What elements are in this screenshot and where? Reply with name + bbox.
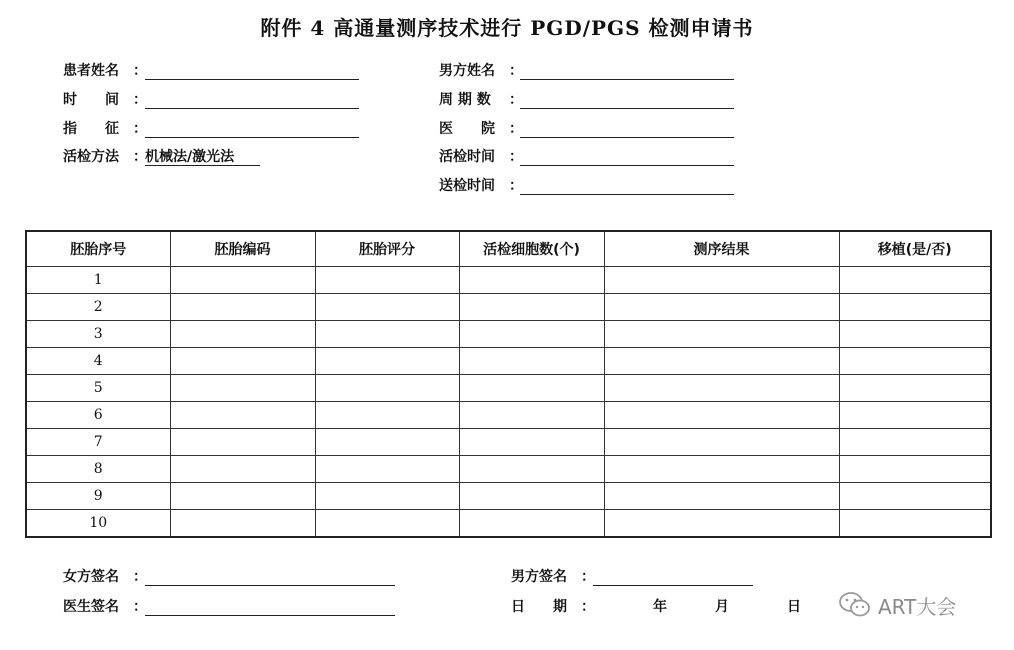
field-cycle-count (439, 89, 739, 109)
field-underline (520, 194, 734, 195)
field-label: 男方姓名 (439, 63, 495, 79)
cell[interactable] (839, 294, 991, 321)
row-number: 4 (26, 348, 170, 375)
row-number: 9 (26, 483, 170, 510)
cell[interactable] (315, 375, 459, 402)
row-number: 2 (26, 294, 170, 321)
wechat-icon (838, 591, 872, 619)
field-underline (145, 79, 359, 80)
cell[interactable] (315, 456, 459, 483)
cell[interactable] (604, 375, 839, 402)
field-underline (145, 108, 359, 109)
cell[interactable] (604, 402, 839, 429)
date-day-label: 日 (787, 599, 801, 615)
field-label: 患者姓名 (63, 63, 119, 79)
field-male-signature (511, 566, 771, 586)
cell[interactable] (459, 375, 604, 402)
field-label: 周 期 数 (439, 92, 491, 108)
cell[interactable] (459, 429, 604, 456)
cell[interactable] (170, 294, 315, 321)
cell[interactable] (315, 402, 459, 429)
row-number: 1 (26, 267, 170, 294)
field-label: 女方签名 (63, 569, 119, 585)
field-colon: ： (509, 178, 523, 194)
table-row (26, 321, 991, 348)
field-time (63, 89, 363, 109)
field-label: 日 期 (511, 599, 567, 615)
table-row (26, 294, 991, 321)
biopsy-method-value: 机械法/激光法 (145, 149, 235, 165)
field-underline (520, 137, 734, 138)
date-year-label: 年 (653, 599, 667, 615)
cell[interactable] (604, 321, 839, 348)
field-underline (145, 165, 260, 166)
cell[interactable] (170, 321, 315, 348)
table-row (26, 402, 991, 429)
row-number: 6 (26, 402, 170, 429)
cell[interactable] (839, 375, 991, 402)
row-number: 3 (26, 321, 170, 348)
field-submit-time (439, 175, 739, 195)
cell[interactable] (315, 348, 459, 375)
header-embryo-score: 胚胎评分 (315, 231, 459, 267)
cell[interactable] (315, 510, 459, 538)
cell[interactable] (170, 429, 315, 456)
field-label: 活检时间 (439, 149, 495, 165)
field-male-name (439, 60, 739, 80)
field-hospital (439, 118, 739, 138)
cell[interactable] (839, 267, 991, 294)
row-number: 5 (26, 375, 170, 402)
cell[interactable] (459, 321, 604, 348)
field-indication (63, 118, 363, 138)
field-colon: ： (581, 569, 595, 585)
header-sequencing-result: 测序结果 (604, 231, 839, 267)
cell[interactable] (839, 402, 991, 429)
field-colon: ： (581, 599, 595, 615)
cell[interactable] (170, 267, 315, 294)
cell[interactable] (170, 510, 315, 538)
table-header-row (26, 231, 991, 267)
cell[interactable] (170, 375, 315, 402)
embryo-table (25, 230, 992, 538)
header-biopsy-cell-count: 活检细胞数(个) (459, 231, 604, 267)
cell[interactable] (315, 294, 459, 321)
field-colon: ： (509, 92, 523, 108)
table-row (26, 510, 991, 538)
cell[interactable] (459, 294, 604, 321)
header-embryo-number: 胚胎序号 (26, 231, 170, 267)
cell[interactable] (839, 456, 991, 483)
cell[interactable] (604, 348, 839, 375)
cell[interactable] (459, 348, 604, 375)
field-label: 男方签名 (511, 569, 567, 585)
header-embryo-code: 胚胎编码 (170, 231, 315, 267)
cell[interactable] (315, 321, 459, 348)
field-colon: ： (133, 149, 147, 165)
field-underline (593, 585, 753, 586)
field-colon: ： (133, 92, 147, 108)
field-female-signature (63, 566, 403, 586)
field-label: 指 征 (63, 121, 119, 137)
header-transfer: 移植(是/否) (839, 231, 991, 267)
cell[interactable] (604, 429, 839, 456)
field-biopsy-method (63, 146, 363, 166)
field-underline (145, 585, 395, 586)
table-row (26, 375, 991, 402)
row-number: 10 (26, 510, 170, 538)
cell[interactable] (604, 456, 839, 483)
field-patient-name (63, 60, 363, 80)
field-colon: ： (133, 569, 147, 585)
field-colon: ： (133, 121, 147, 137)
document-title: 附件 4 高通量测序技术进行 PGD/PGS 检测申请书 (260, 16, 754, 40)
field-label: 医生签名 (63, 599, 119, 615)
table-row (26, 267, 991, 294)
cell[interactable] (170, 402, 315, 429)
cell[interactable] (839, 510, 991, 538)
field-underline (145, 137, 359, 138)
cell[interactable] (604, 510, 839, 538)
cell[interactable] (315, 483, 459, 510)
field-colon: ： (133, 599, 147, 615)
cell[interactable] (170, 348, 315, 375)
cell[interactable] (170, 483, 315, 510)
cell[interactable] (459, 456, 604, 483)
watermark-text: ART大会 (878, 594, 957, 619)
cell[interactable] (170, 456, 315, 483)
field-underline (520, 165, 734, 166)
cell[interactable] (839, 348, 991, 375)
cell[interactable] (459, 402, 604, 429)
field-biopsy-time (439, 146, 739, 166)
field-label: 送检时间 (439, 178, 495, 194)
cell[interactable] (459, 510, 604, 538)
field-underline (520, 108, 734, 109)
cell[interactable] (604, 294, 839, 321)
cell[interactable] (604, 267, 839, 294)
field-label: 时 间 (63, 92, 119, 108)
row-number: 8 (26, 456, 170, 483)
cell[interactable] (315, 429, 459, 456)
field-underline (520, 79, 734, 80)
field-colon: ： (509, 121, 523, 137)
field-colon: ： (509, 63, 523, 79)
cell[interactable] (604, 483, 839, 510)
cell[interactable] (459, 483, 604, 510)
field-date (511, 596, 811, 616)
table-row (26, 348, 991, 375)
table-row (26, 456, 991, 483)
field-doctor-signature (63, 596, 403, 616)
cell[interactable] (839, 483, 991, 510)
row-number: 7 (26, 429, 170, 456)
field-colon: ： (133, 63, 147, 79)
field-label: 活检方法 (63, 149, 119, 165)
table-row (26, 429, 991, 456)
field-label: 医 院 (439, 121, 495, 137)
field-underline (145, 615, 395, 616)
cell[interactable] (315, 267, 459, 294)
date-month-label: 月 (715, 599, 729, 615)
cell[interactable] (839, 429, 991, 456)
table-row (26, 483, 991, 510)
cell[interactable] (839, 321, 991, 348)
field-colon: ： (509, 149, 523, 165)
cell[interactable] (459, 267, 604, 294)
watermark (838, 590, 956, 620)
